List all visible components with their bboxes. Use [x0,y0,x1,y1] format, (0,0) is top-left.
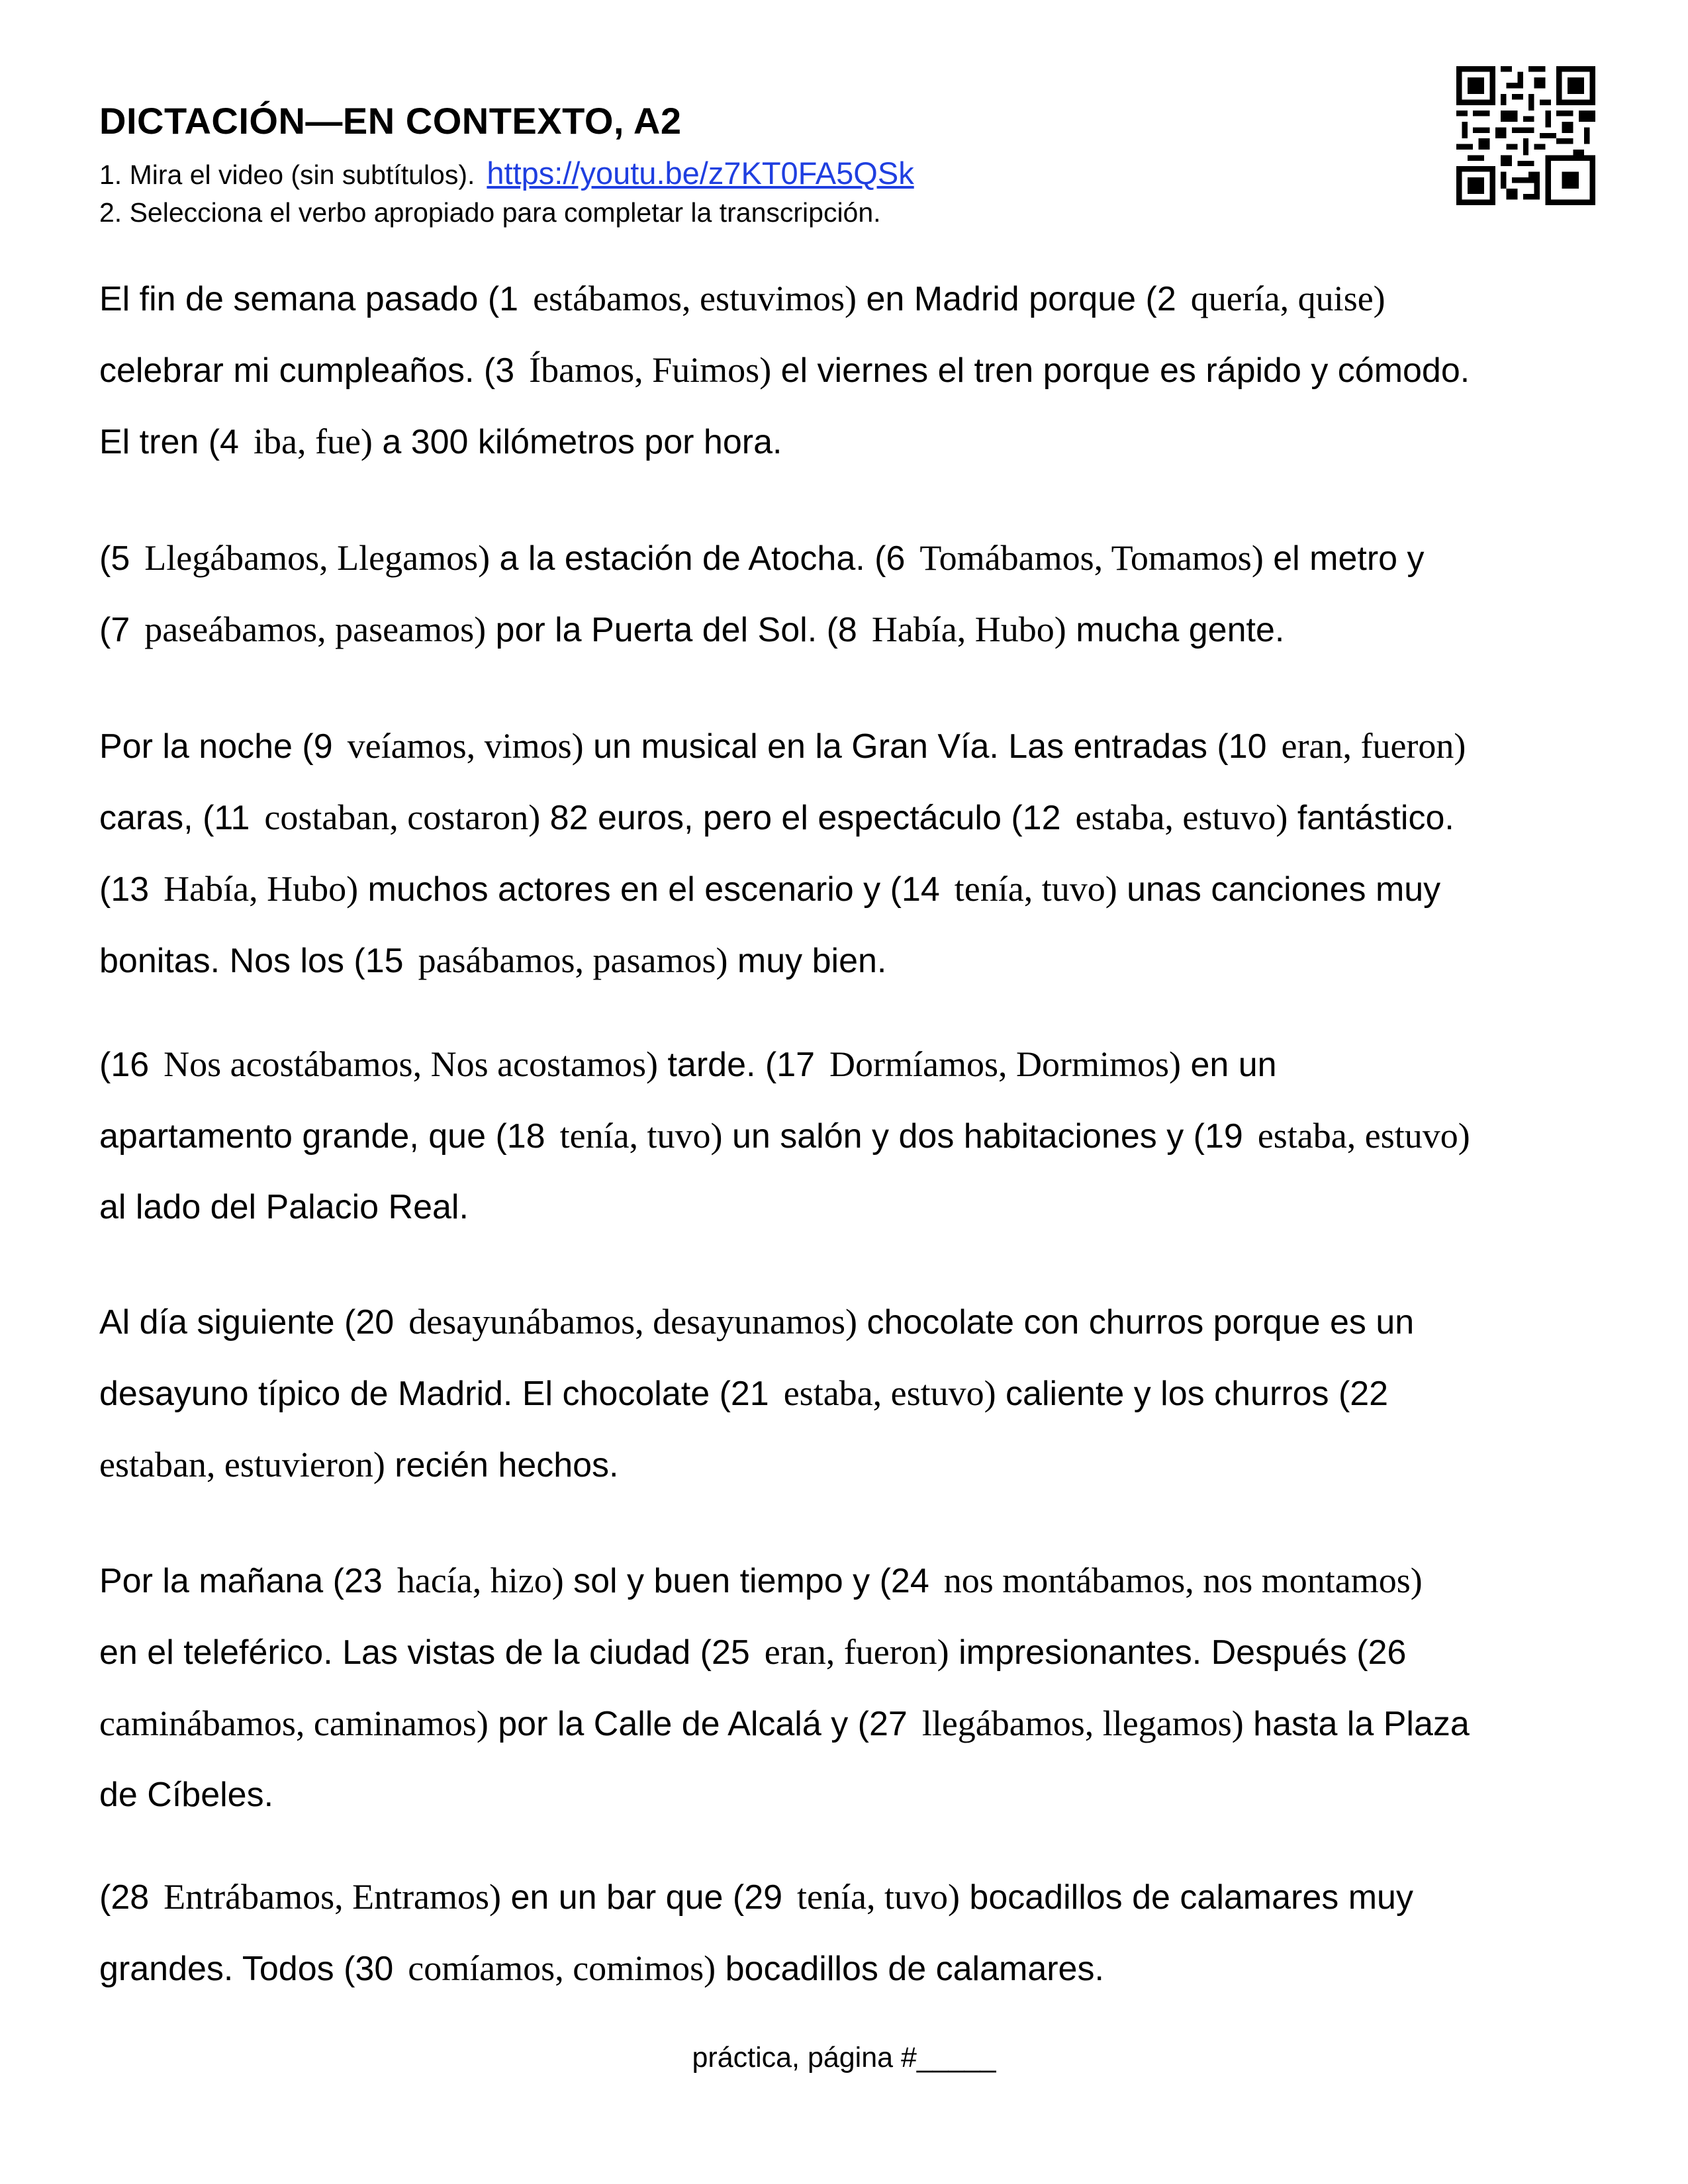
blank-number: (7 [99,611,130,649]
blank-number: (27 [857,1705,908,1743]
verb-options[interactable]: hacía, hizo) [397,1561,564,1600]
blank-number: (29 [732,1878,783,1917]
body-text: sol y buen tiempo y [563,1562,880,1600]
blank-number: (16 [99,1046,150,1084]
blank-number: (24 [879,1562,929,1600]
verb-options[interactable]: desayunábamos, desayunamos) [408,1302,858,1342]
blank-number: (5 [99,539,130,578]
text-line [99,1101,1595,1172]
blank-number: (1 [487,280,519,318]
text-line [99,711,1595,782]
body-text: en Madrid porque [857,280,1146,318]
blank-number: (3 [483,351,515,390]
blank-number: (14 [890,870,940,909]
body-text: el metro y [1263,539,1425,578]
paragraph-4 [99,1029,1595,1243]
text-line [99,1172,1595,1243]
body-text: muchos actores en el escenario y [358,870,890,909]
body-text: Por la mañana [99,1562,333,1600]
verb-options[interactable]: caminábamos, caminamos) [99,1704,489,1743]
body-text: en el teleférico. Las vistas de la ciudad [99,1633,700,1672]
verb-options[interactable]: nos montábamos, nos montamos) [943,1561,1423,1600]
text-line [99,523,1595,594]
body-text: bonitas. Nos los [99,942,354,980]
verb-options[interactable]: tenía, tuvo) [797,1877,960,1917]
verb-options[interactable]: estaba, estuvo) [1257,1116,1470,1156]
verb-options[interactable]: tenía, tuvo) [954,869,1117,909]
verb-options[interactable]: Dormíamos, Dormimos) [829,1044,1182,1084]
text-line [99,1545,1595,1617]
video-link[interactable]: https://youtu.be/z7KT0FA5QSk [487,156,914,191]
body-text: tarde. [658,1046,765,1084]
verb-options[interactable]: veíamos, vimos) [347,726,584,766]
text-line [99,925,1595,997]
text-line [99,1862,1595,1933]
blank-number: (28 [99,1878,150,1917]
worksheet-title: DICTACIÓN—EN CONTEXTO, A2 [99,100,682,142]
blank-number: (6 [874,539,906,578]
blank-number: (20 [344,1303,395,1342]
text-line [99,1430,1595,1501]
verb-options[interactable]: estaban, estuvieron) [99,1445,385,1484]
verb-options[interactable]: estaba, estuvo) [783,1373,996,1413]
body-text: fantástico. [1288,799,1454,837]
body-text: de Cíbeles. [99,1776,274,1814]
body-text: muy bien. [727,942,887,980]
body-text: unas canciones muy [1117,870,1441,909]
body-text: chocolate con churros porque es un [857,1303,1415,1342]
body-text: caliente y los churros (22 [996,1375,1389,1413]
blank-number: (10 [1217,727,1267,766]
body-text: en un [1181,1046,1277,1084]
instruction-2: 2. Selecciona el verbo apropiado para completar la transcripción. [99,197,881,228]
text-line [99,406,1595,478]
blank-number: (25 [700,1633,750,1672]
blank-number: (13 [99,870,150,909]
body-text: a 300 kilómetros por hora. [372,423,782,461]
body-text: el viernes el tren porque es rápido y cómodo. [771,351,1470,390]
body-text: 82 euros, pero el espectáculo [540,799,1011,837]
text-line [99,335,1595,406]
text-line [99,1029,1595,1101]
page-number-footer: práctica, página #_____ [692,2042,996,2073]
body-text: por la Calle de Alcalá y [488,1705,858,1743]
body-text: grandes. Todos [99,1950,344,1988]
body-text: Al día siguiente [99,1303,345,1342]
verb-options[interactable]: comíamos, comimos) [408,1948,716,1988]
verb-options[interactable]: estaba, estuvo) [1075,797,1288,837]
paragraph-3 [99,711,1595,997]
verb-options[interactable]: Nos acostábamos, Nos acostamos) [164,1044,659,1084]
blank-number: (4 [208,423,239,461]
text-line [99,263,1595,335]
blank-number: (18 [495,1117,545,1156]
blank-number: (11 [203,799,250,837]
paragraph-2 [99,523,1595,666]
body-text: caras, [99,799,203,837]
paragraph-7 [99,1862,1595,2005]
blank-number: (12 [1011,799,1061,837]
body-text: un musical en la Gran Vía. Las entradas [583,727,1217,766]
verb-options[interactable]: Había, Hubo) [871,610,1066,649]
paragraph-1 [99,263,1595,478]
verb-options[interactable]: Llegábamos, Llegamos) [144,538,491,578]
text-line [99,594,1595,666]
verb-options[interactable]: Entrábamos, Entramos) [164,1877,502,1917]
body-text: apartamento grande, que [99,1117,496,1156]
verb-options[interactable]: eran, fueron) [1281,726,1466,766]
blank-number: (19 [1193,1117,1243,1156]
text-line [99,1287,1595,1358]
text-line [99,1688,1595,1760]
verb-options[interactable]: pasábamos, pasamos) [418,940,728,980]
blank-number: (30 [344,1950,394,1988]
body-text: a la estación de Atocha. [490,539,875,578]
verb-options[interactable]: paseábamos, paseamos) [144,610,487,649]
paragraph-5 [99,1287,1595,1501]
text-line [99,782,1595,854]
body-text: celebrar mi cumpleaños. [99,351,484,390]
verb-options[interactable]: eran, fueron) [764,1632,949,1672]
body-text: bocadillos de calamares muy [959,1878,1413,1917]
body-text: al lado del Palacio Real. [99,1188,469,1226]
qr-code-icon [1456,66,1595,205]
verb-options[interactable]: Había, Hubo) [164,869,359,909]
body-text: desayuno típico de Madrid. El chocolate [99,1375,720,1413]
blank-number: (21 [719,1375,769,1413]
paragraph-6 [99,1545,1595,1831]
verb-options[interactable]: quería, quise) [1190,279,1385,318]
verb-options[interactable]: Tomábamos, Tomamos) [919,538,1264,578]
body-text: hasta la Plaza [1243,1705,1470,1743]
text-line [99,854,1595,925]
instruction-1 [99,155,914,191]
verb-options[interactable]: Íbamos, Fuimos) [529,350,772,390]
body-text: El tren [99,423,209,461]
text-line [99,1933,1595,2005]
verb-options[interactable]: estábamos, estuvimos) [533,279,857,318]
body-text: en un bar que [501,1878,733,1917]
text-line [99,1760,1595,1831]
verb-options[interactable]: tenía, tuvo) [559,1116,723,1156]
body-text: bocadillos de calamares. [716,1950,1104,1988]
blank-number: (15 [353,942,404,980]
verb-options[interactable]: costaban, costaron) [264,797,541,837]
verb-options[interactable]: llegábamos, llegamos) [921,1704,1244,1743]
blank-number: (9 [302,727,333,766]
blank-number: (2 [1145,280,1176,318]
body-text: un salón y dos habitaciones y [722,1117,1194,1156]
body-text: El fin de semana pasado [99,280,488,318]
text-line [99,1358,1595,1430]
text-line [99,1617,1595,1688]
blank-number: (8 [826,611,857,649]
blank-number: (23 [332,1562,383,1600]
body-text: Por la noche [99,727,303,766]
body-text: recién hechos. [385,1446,619,1484]
verb-options[interactable]: iba, fue) [253,422,373,461]
blank-number: (17 [765,1046,816,1084]
body-text: por la Puerta del Sol. [486,611,827,649]
instruction-1-text: 1. Mira el video (sin subtítulos). [99,159,475,190]
body-text: impresionantes. Después (26 [949,1633,1407,1672]
body-text: mucha gente. [1066,611,1285,649]
